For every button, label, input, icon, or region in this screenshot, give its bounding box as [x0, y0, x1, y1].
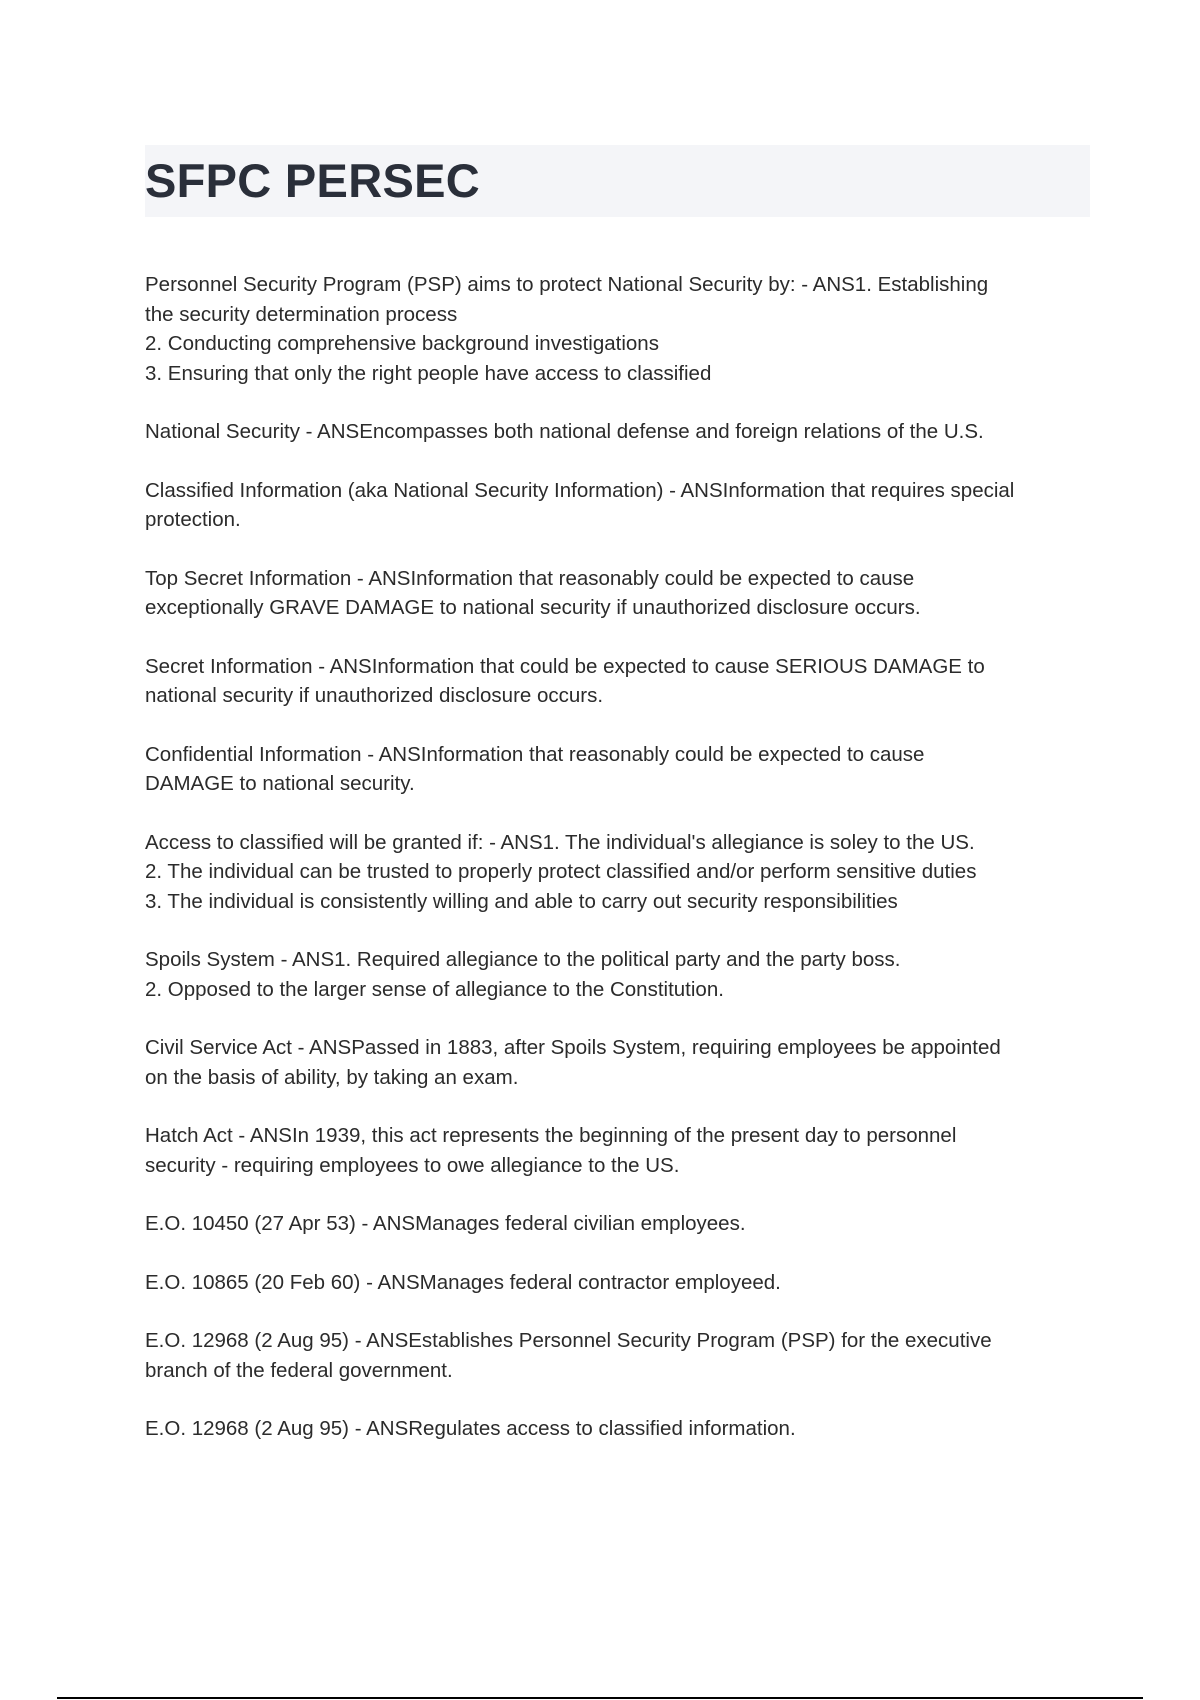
entry-line: E.O. 10865 (20 Feb 60) - ANSManages federal contractor employeed. — [145, 1270, 781, 1294]
qa-entry — [145, 740, 1095, 799]
entry-line: 2. Opposed to the larger sense of allegiance to the Constitution. — [145, 977, 724, 1001]
entry-line: Classified Information (aka National Security Information) - ANSInformation that requires special — [145, 478, 1015, 502]
entry-line: Secret Information - ANSInformation that could be expected to cause SERIOUS DAMAGE to — [145, 654, 985, 678]
entry-line: Personnel Security Program (PSP) aims to protect National Security by: - ANS1. Establishing — [145, 273, 989, 296]
entry-line: 3. Ensuring that only the right people have access to classified — [145, 361, 712, 385]
entry-line: DAMAGE to national security. — [145, 772, 415, 795]
entry-line: E.O. 12968 (2 Aug 95) - ANSEstablishes Personnel Security Program (PSP) for the executive — [145, 1329, 992, 1352]
entry-line: 2. Conducting comprehensive background investigations — [145, 332, 659, 355]
entry-line: national security if unauthorized disclosure occurs. — [145, 684, 604, 707]
document-title: SFPC PERSEC — [145, 154, 480, 207]
qa-entry — [145, 828, 1095, 917]
entry-line: Confidential Information - ANSInformation that reasonably could be expected to cause — [145, 742, 925, 766]
qa-entry — [145, 476, 1095, 535]
qa-entry — [145, 945, 1095, 1004]
entry-line: Spoils System - ANS1. Required allegiance to the political party and the party boss. — [145, 948, 901, 971]
title-band — [145, 145, 1090, 217]
entry-line: E.O. 10450 (27 Apr 53) - ANSManages federal civilian employees. — [145, 1212, 746, 1235]
qa-entry — [145, 417, 1095, 447]
footer-rule — [57, 1697, 1143, 1699]
entry-line: National Security - ANSEncompasses both national defense and foreign relations of the U.S. — [145, 420, 984, 443]
qa-entry — [145, 270, 1095, 388]
entry-line: the security determination process — [145, 302, 458, 326]
entry-line: Access to classified will be granted if: - ANS1. The individual's allegiance is soley to the US. — [145, 830, 975, 854]
qa-entry — [145, 1121, 1095, 1180]
entry-line: Hatch Act - ANSIn 1939, this act represents the beginning of the present day to personnel — [145, 1124, 957, 1147]
qa-entry — [145, 652, 1095, 711]
qa-entries — [145, 270, 1095, 1473]
entry-line: 2. The individual can be trusted to properly protect classified and/or perform sensitive duties — [145, 860, 977, 883]
qa-entry — [145, 564, 1095, 623]
entry-line: branch of the federal government. — [145, 1358, 453, 1382]
entry-line: Civil Service Act - ANSPassed in 1883, after Spoils System, requiring employees be appointed — [145, 1036, 1001, 1059]
qa-entry — [145, 1326, 1095, 1385]
entry-line: security - requiring employees to owe allegiance to the US. — [145, 1153, 680, 1177]
entry-line: Top Secret Information - ANSInformation that reasonably could be expected to cause — [145, 566, 915, 590]
qa-entry — [145, 1268, 1095, 1298]
entry-line: protection. — [145, 508, 241, 531]
entry-line: 3. The individual is consistently willing and able to carry out security responsibilities — [145, 889, 898, 913]
entry-line: E.O. 12968 (2 Aug 95) - ANSRegulates access to classified information. — [145, 1417, 796, 1440]
qa-entry — [145, 1414, 1095, 1444]
qa-entry — [145, 1033, 1095, 1092]
entry-line: on the basis of ability, by taking an exam. — [145, 1065, 519, 1089]
entry-line: exceptionally GRAVE DAMAGE to national security if unauthorized disclosure occurs. — [145, 596, 921, 619]
qa-entry — [145, 1209, 1095, 1239]
